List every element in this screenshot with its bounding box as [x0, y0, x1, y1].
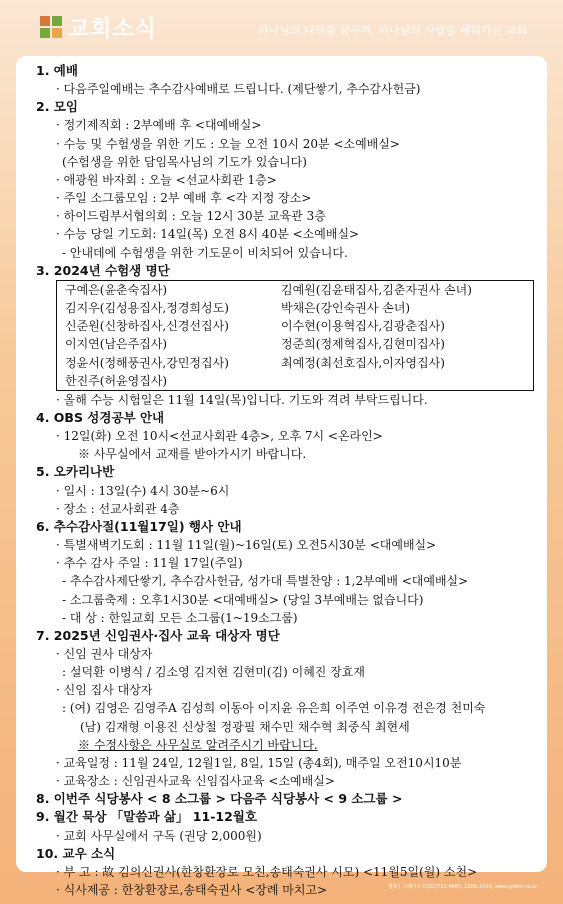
worship-line: · 다음주일예배는 추수감사예배로 드립니다. (제단쌓기, 추수감사헌금) [56, 82, 421, 97]
exam-students-box [56, 280, 534, 391]
student-row [65, 372, 533, 390]
meeting-line: (수험생을 위한 담임목사님의 기도가 있습니다) [62, 154, 307, 169]
student-name: 김예원(김윤태집사,김춘자권사 손녀) [281, 282, 472, 297]
section-title-obs: 4. OBS 성경공부 안내 [36, 409, 165, 425]
obs-line: · 12일(화) 오전 10시<선교사회관 4층>, 오후 7시 <온라인> [56, 429, 383, 444]
student-row [65, 299, 533, 317]
student-name: 정윤서(정해풍권사,강민정집사) [65, 355, 229, 370]
section-title-monthly-devotion: 9. 월간 묵상 「말씀과 삶」 11-12월호 [36, 809, 257, 825]
meeting-line: · 하이드림부서협의회 : 오늘 12시 30분 교육관 3층 [56, 209, 326, 224]
section-title-exam-students: 3. 2024년 수험생 명단 [36, 262, 170, 278]
student-name: 이지연(남은주집사) [65, 337, 168, 352]
member-news-line: · 식사제공 : 한창환장로,송태숙권사 <장례 마치고> [56, 883, 328, 898]
section-title-member-news: 10. 교우 소식 [36, 845, 116, 861]
thanksgiving-line: - 추수감사제단쌓기, 추수감사헌금, 성가대 특별찬양 : 1,2부예배 <대예배실> [62, 574, 469, 589]
training-line: · 신임 집사 대상자 [56, 683, 153, 698]
meeting-line: · 수능 당일 기도회: 14일(목) 오전 8시 40분 <소예배실> [56, 227, 360, 242]
thanksgiving-line: · 특별새벽기도회 : 11월 11일(월)~16일(토) 오전5시30분 <대예배실> [56, 538, 437, 553]
page-title: 교회소식 [68, 17, 158, 42]
section-title-ocarina: 5. 오카리나반 [36, 464, 115, 480]
student-name: 박채은(강인숙권사 손녀) [281, 301, 411, 316]
training-line: · 교육일정 : 11월 24일, 12월1일, 8일, 15일 (총4회), 매주일 오전10시10분 [56, 755, 462, 770]
student-name: 정준희(정제혁집사,김현미집사) [281, 337, 445, 352]
section-title-meetings: 2. 모임 [36, 99, 78, 115]
training-line: · 교육장소 : 신임권사교육 신임집사교육 <소예배실> [56, 774, 335, 789]
student-row [65, 335, 533, 353]
thanksgiving-line: - 소그룹축제 : 오후1시30분 <대예배실> (당일 3부예배는 없습니다) [62, 592, 424, 607]
ocarina-line: · 일시 : 13일(수) 4시 30분~6시 [56, 483, 230, 498]
student-name: 한진주(허윤영집사) [65, 373, 168, 388]
training-line: (남) 김재형 이용진 신상철 정광필 채수민 채수혁 최중식 최현세 [80, 719, 410, 734]
thanksgiving-line: · 추수 감사 주일 : 11월 17일(주일) [56, 556, 243, 571]
student-name [281, 372, 533, 390]
training-line: : 설덕환 이병식 / 김소영 김지현 김현미(김) 이혜진 장효재 [62, 665, 365, 680]
student-row [65, 354, 533, 372]
church-slogan: 하나님의 나라를 꿈꾸며, 하나님의 사람을 세워가는 교회 [258, 24, 527, 37]
meeting-line: · 주일 소그룹모임 : 2부 예배 후 <각 지정 장소> [56, 191, 312, 206]
obs-line: ※ 사무실에서 교재를 받아가시기 바랍니다. [78, 447, 307, 462]
meeting-line: - 안내데에 수험생을 위한 기도문이 비치되어 있습니다. [62, 245, 348, 260]
student-name: 김지우(김성용집사,정경희성도) [65, 301, 229, 316]
ocarina-line: · 장소 : 선교사회관 4층 [56, 501, 180, 516]
thanksgiving-line: - 대 상 : 한일교회 모든 소그룹(1~19소그룹) [62, 610, 298, 625]
footer-credit: 제작 | 그레이스 D(02)712-4667, 2265-2420, www.grafm.co.kr [387, 884, 537, 890]
section-title-thanksgiving: 6. 추수감사절(11월17일) 행사 안내 [36, 518, 242, 534]
member-news-line: · 부 고 : 故 김의신권사(한창환장로 모친,송태숙권사 시모) <11월5일(월) 소천> [56, 864, 478, 879]
student-name: 신준원(신창하집사,신경선집사) [65, 319, 229, 334]
meeting-line: · 애광원 바자회 : 오늘 <선교사회관 1층> [56, 172, 277, 187]
news-content [36, 62, 536, 899]
student-name: 최예정(최선호집사,이자영집사) [281, 355, 445, 370]
meeting-line: · 정기제직회 : 2부예배 후 <대예배실> [56, 118, 262, 133]
student-row [65, 317, 533, 335]
student-name: 이수현(이용혁집사,김광춘집사) [281, 319, 445, 334]
devotion-line: · 교회 사무실에서 구독 (권당 2,000원) [56, 828, 262, 843]
training-line: · 신임 권사 대상자 [56, 647, 153, 661]
student-row [65, 281, 533, 299]
student-name: 구예은(윤춘숙집사) [65, 282, 168, 297]
church-logo-icon [40, 16, 62, 38]
section-title-worship: 1. 예배 [36, 63, 78, 78]
exam-date-line: · 올해 수능 시험일은 11월 14일(목)입니다. 기도와 격려 부탁드립니다. [56, 392, 428, 407]
training-line: : (여) 김영은 김영주A 김성희 이동아 이지윤 유은희 이주연 이유경 전은경 천미숙 [62, 701, 486, 716]
training-notice: ※ 수정사항은 사무실로 알려주시기 바랍니다. [78, 737, 318, 752]
meeting-line: · 수능 및 수험생을 위한 기도 : 오늘 오전 10시 20분 <소예배실> [56, 136, 400, 151]
section-title-officer-training: 7. 2025년 신임권사·집사 교육 대상자 명단 [36, 627, 280, 643]
header [0, 0, 563, 56]
section-title-cafeteria: 8. 이번주 식당봉사 < 8 소그룹 > 다음주 식당봉사 < 9 소그룹 > [36, 791, 403, 807]
